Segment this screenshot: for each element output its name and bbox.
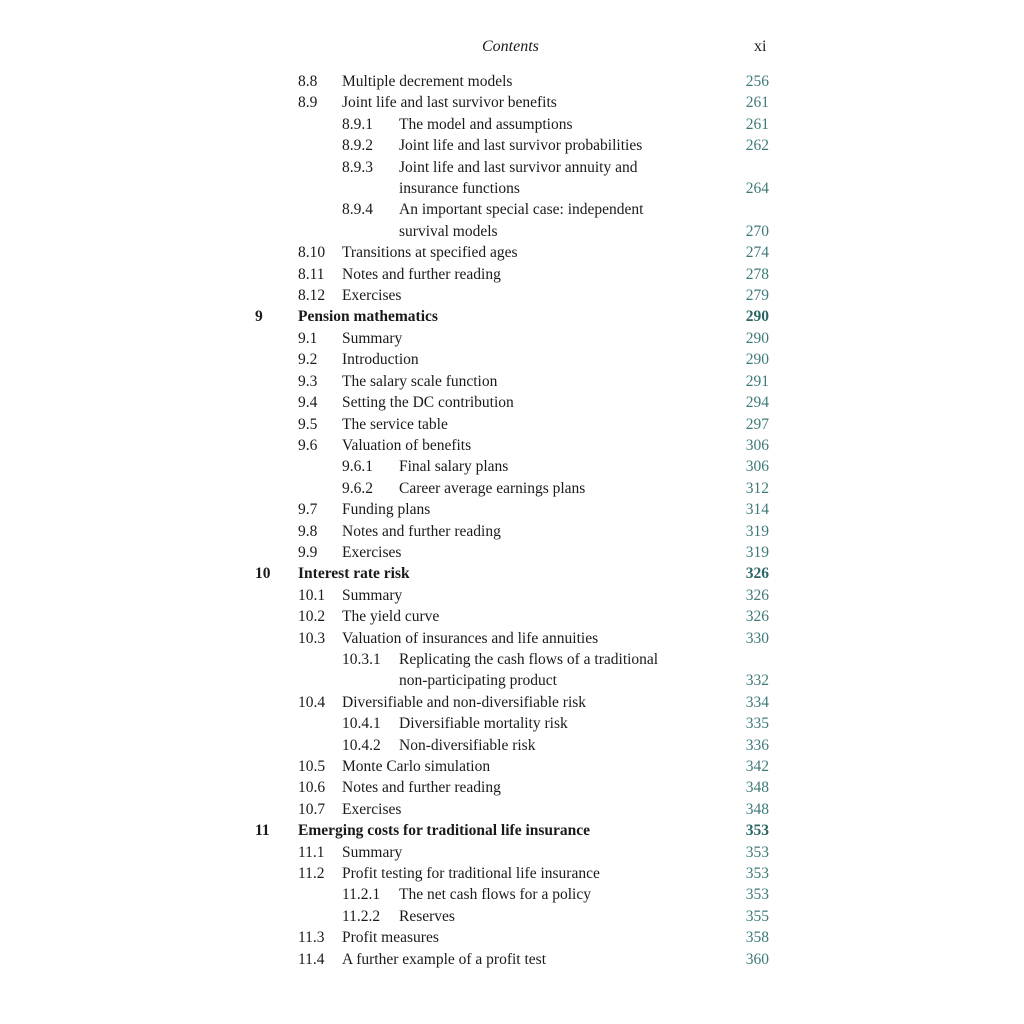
toc-entry-number: 10.4 — [298, 693, 326, 711]
toc-entry-number: 9.1 — [298, 329, 318, 347]
toc-entry-title: A further example of a profit test — [342, 950, 547, 968]
toc-entry-title: Summary — [342, 843, 403, 861]
toc-entry-title: Emerging costs for traditional life insurance — [298, 822, 591, 840]
toc-entry-title: Joint life and last survivor benefits — [342, 94, 557, 112]
toc-chapter-entry[interactable] — [0, 306, 1024, 327]
toc-entry-number: 10.6 — [298, 779, 326, 797]
toc-entry-page-number[interactable]: 353 — [745, 843, 769, 861]
toc-section-entry[interactable] — [0, 285, 1024, 306]
toc-entry-page-number[interactable]: 264 — [745, 180, 769, 198]
toc-entry-title: survival models — [399, 222, 498, 240]
toc-section-entry[interactable] — [0, 328, 1024, 349]
toc-subsection-entry[interactable] — [0, 670, 1024, 691]
toc-entry-title: Exercises — [342, 287, 402, 305]
toc-entry-title: The yield curve — [342, 608, 440, 626]
toc-entry-title: Valuation of insurances and life annuities — [342, 629, 599, 647]
toc-entry-title: Setting the DC contribution — [342, 394, 514, 412]
toc-entry-page-number[interactable]: 294 — [745, 394, 769, 412]
toc-entry-title: Interest rate risk — [298, 565, 410, 583]
toc-entry-page-number[interactable]: 279 — [745, 287, 769, 305]
toc-entry-title: Joint life and last survivor probabilities — [399, 137, 643, 155]
toc-entry-title: Replicating the cash flows of a traditional — [399, 650, 659, 668]
toc-subsection-entry[interactable] — [0, 114, 1024, 135]
toc-entry-title: Valuation of benefits — [342, 436, 472, 454]
toc-section-entry[interactable] — [0, 863, 1024, 884]
running-head-title: Contents — [482, 38, 539, 55]
toc-section-entry[interactable] — [0, 499, 1024, 520]
toc-entry-page-number[interactable]: 342 — [745, 758, 769, 775]
toc-entry-number: 9 — [255, 308, 263, 326]
toc-section-entry[interactable] — [0, 371, 1024, 392]
toc-entry-title: The salary scale function — [342, 372, 498, 390]
toc-entry-title: Profit testing for traditional life insurance — [342, 865, 600, 883]
toc-subsection-entry[interactable] — [0, 735, 1024, 756]
toc-entry-page-number[interactable]: 353 — [745, 886, 769, 904]
toc-entry-number: 9.8 — [298, 522, 318, 540]
toc-entry-number: 8.9.1 — [342, 115, 373, 133]
toc-entry-title: Notes and further reading — [342, 265, 501, 283]
toc-entry-title: Multiple decrement models — [342, 73, 513, 90]
toc-section-entry[interactable] — [0, 799, 1024, 820]
running-head-page-number: xi — [754, 38, 767, 55]
toc-entry-page-number[interactable]: 297 — [745, 415, 769, 433]
toc-entry-title: Diversifiable and non-diversifiable risk — [342, 693, 587, 711]
toc-entry-number: 10.3 — [298, 629, 326, 647]
toc-chapter-entry[interactable] — [0, 820, 1024, 841]
toc-entry-title: The net cash flows for a policy — [399, 886, 591, 904]
toc-entry-page-number[interactable]: 291 — [745, 372, 769, 390]
toc-entry-number: 9.6 — [298, 436, 318, 454]
toc-entry-page-number[interactable]: 262 — [745, 137, 769, 155]
toc-entry-number: 10 — [255, 565, 271, 583]
toc-section-entry[interactable] — [0, 927, 1024, 948]
toc-entry-title: Profit measures — [342, 929, 439, 947]
toc-entry-number: 11.4 — [298, 950, 325, 968]
toc-entry-page-number[interactable]: 290 — [745, 329, 769, 347]
toc-entry-title: Exercises — [342, 800, 402, 818]
toc-entry-title: Summary — [342, 329, 403, 347]
toc-entry-page-number[interactable]: 270 — [745, 222, 769, 240]
toc-entry-title: Funding plans — [342, 501, 431, 519]
toc-entry-page-number[interactable]: 358 — [745, 929, 769, 947]
toc-entry-page-number[interactable]: 336 — [745, 736, 769, 754]
toc-entry-title: The model and assumptions — [399, 115, 573, 133]
toc-subsection-entry[interactable] — [0, 906, 1024, 927]
toc-entry-page-number[interactable]: 312 — [745, 479, 769, 497]
toc-entry-title: Monte Carlo simulation — [342, 758, 491, 775]
toc-entry-title: Diversifiable mortality risk — [399, 715, 568, 733]
toc-entry-number: 8.11 — [298, 265, 325, 283]
toc-entry-number: 10.7 — [298, 800, 326, 818]
toc-entry-number: 9.9 — [298, 543, 318, 561]
toc-entry-title: Exercises — [342, 543, 402, 561]
toc-subsection-entry[interactable] — [0, 135, 1024, 156]
toc-entry-page-number[interactable]: 353 — [745, 865, 769, 883]
toc-section-entry[interactable] — [0, 414, 1024, 435]
toc-subsection-entry[interactable] — [0, 199, 1024, 220]
toc-section-entry[interactable] — [0, 692, 1024, 713]
toc-subsection-entry[interactable] — [0, 649, 1024, 670]
toc-subsection-entry[interactable] — [0, 713, 1024, 734]
toc-entry-page-number[interactable]: 326 — [745, 608, 769, 626]
toc-entry-title: Reserves — [399, 907, 455, 925]
toc-entry-title: Non-diversifiable risk — [399, 736, 536, 754]
toc-entry-page-number[interactable]: 290 — [745, 351, 769, 369]
toc-entry-page-number[interactable]: 355 — [745, 907, 769, 925]
toc-entry-page-number[interactable]: 326 — [745, 586, 769, 604]
toc-section-entry[interactable] — [0, 242, 1024, 263]
toc-entry-number: 9.6.2 — [342, 479, 373, 497]
toc-entry-page-number[interactable]: 278 — [745, 265, 769, 283]
toc-section-entry[interactable] — [0, 392, 1024, 413]
toc-entry-title: Final salary plans — [399, 458, 509, 476]
toc-entry-number: 10.3.1 — [342, 650, 381, 668]
toc-entry-number: 8.9.4 — [342, 201, 373, 219]
toc-section-entry[interactable] — [0, 542, 1024, 563]
toc-entry-page-number[interactable]: 261 — [745, 115, 769, 133]
toc-section-entry[interactable] — [0, 756, 1024, 777]
toc-section-entry[interactable] — [0, 435, 1024, 456]
toc-section-entry[interactable] — [0, 71, 1024, 92]
toc-entry-page-number[interactable]: 256 — [745, 73, 769, 90]
toc-entry-page-number[interactable]: 274 — [745, 244, 769, 262]
toc-entry-page-number[interactable]: 290 — [745, 308, 769, 326]
toc-entry-title: insurance functions — [399, 180, 520, 198]
toc-entry-title: non-participating product — [399, 672, 557, 690]
toc-subsection-entry[interactable] — [0, 456, 1024, 477]
toc-subsection-entry[interactable] — [0, 178, 1024, 199]
toc-entry-title: Pension mathematics — [298, 308, 438, 326]
toc-entry-page-number[interactable]: 306 — [745, 458, 769, 476]
toc-entry-title: Summary — [342, 586, 403, 604]
toc-section-entry[interactable] — [0, 349, 1024, 370]
toc-section-entry[interactable] — [0, 842, 1024, 863]
toc-section-entry[interactable] — [0, 606, 1024, 627]
toc-entry-number: 11.2.2 — [342, 907, 381, 925]
toc-section-entry[interactable] — [0, 777, 1024, 798]
toc-entry-number: 10.4.1 — [342, 715, 381, 733]
toc-entry-page-number[interactable]: 335 — [745, 715, 769, 733]
toc-section-entry[interactable] — [0, 585, 1024, 606]
toc-entry-number: 9.2 — [298, 351, 318, 369]
toc-subsection-entry[interactable] — [0, 478, 1024, 499]
toc-subsection-entry[interactable] — [0, 157, 1024, 178]
toc-entry-number: 11.3 — [298, 929, 325, 947]
toc-entry-page-number[interactable]: 330 — [745, 629, 769, 647]
toc-entry-number: 9.3 — [298, 372, 318, 390]
toc-entry-title: Introduction — [342, 351, 419, 369]
toc-entry-number: 10.4.2 — [342, 736, 381, 754]
toc-entry-title: Joint life and last survivor annuity and — [399, 158, 638, 176]
toc-section-entry[interactable] — [0, 521, 1024, 542]
running-head — [0, 38, 1024, 62]
toc-entry-page-number[interactable]: 348 — [745, 800, 769, 818]
toc-entry-page-number[interactable]: 319 — [745, 522, 769, 540]
toc-entry-number: 11.1 — [298, 843, 325, 861]
toc-entry-number: 11 — [255, 822, 270, 840]
toc-entry-title: Notes and further reading — [342, 522, 501, 540]
toc-entry-number: 8.12 — [298, 287, 326, 305]
toc-entry-title: Career average earnings plans — [399, 479, 586, 497]
toc-entry-page-number[interactable]: 334 — [745, 693, 769, 711]
toc-entry-number: 10.2 — [298, 608, 326, 626]
toc-section-entry[interactable] — [0, 628, 1024, 649]
toc-entry-number: 11.2.1 — [342, 886, 381, 904]
toc-section-entry[interactable] — [0, 264, 1024, 285]
toc-chapter-entry[interactable] — [0, 563, 1024, 584]
toc-entry-number: 8.9 — [298, 94, 318, 112]
toc-entry-page-number[interactable]: 261 — [745, 94, 769, 112]
toc-entry-page-number[interactable]: 306 — [745, 436, 769, 454]
toc-entry-number: 10.5 — [298, 758, 326, 775]
toc-subsection-entry[interactable] — [0, 221, 1024, 242]
toc-section-entry[interactable] — [0, 92, 1024, 113]
toc-entry-number: 8.10 — [298, 244, 326, 262]
toc-entry-title: Notes and further reading — [342, 779, 501, 797]
toc-entry-title: Transitions at specified ages — [342, 244, 518, 262]
toc-entry-number: 9.7 — [298, 501, 318, 519]
toc-entry-page-number[interactable]: 319 — [745, 543, 769, 561]
table-of-contents — [0, 71, 1024, 970]
toc-entry-title: An important special case: independent — [399, 201, 644, 219]
toc-entry-number: 9.6.1 — [342, 458, 373, 476]
toc-entry-number: 8.8 — [298, 73, 318, 90]
toc-section-entry[interactable] — [0, 949, 1024, 970]
toc-entry-page-number[interactable]: 326 — [745, 565, 769, 583]
toc-subsection-entry[interactable] — [0, 884, 1024, 905]
toc-entry-number: 9.4 — [298, 394, 318, 412]
toc-entry-number: 8.9.2 — [342, 137, 373, 155]
toc-entry-number: 8.9.3 — [342, 158, 373, 176]
toc-entry-page-number[interactable]: 360 — [745, 950, 769, 968]
toc-entry-page-number[interactable]: 314 — [745, 501, 769, 519]
toc-entry-number: 11.2 — [298, 865, 325, 883]
toc-entry-title: The service table — [342, 415, 448, 433]
toc-entry-page-number[interactable]: 353 — [745, 822, 769, 840]
toc-entry-number: 10.1 — [298, 586, 326, 604]
toc-entry-page-number[interactable]: 348 — [745, 779, 769, 797]
toc-entry-number: 9.5 — [298, 415, 318, 433]
toc-entry-page-number[interactable]: 332 — [745, 672, 769, 690]
